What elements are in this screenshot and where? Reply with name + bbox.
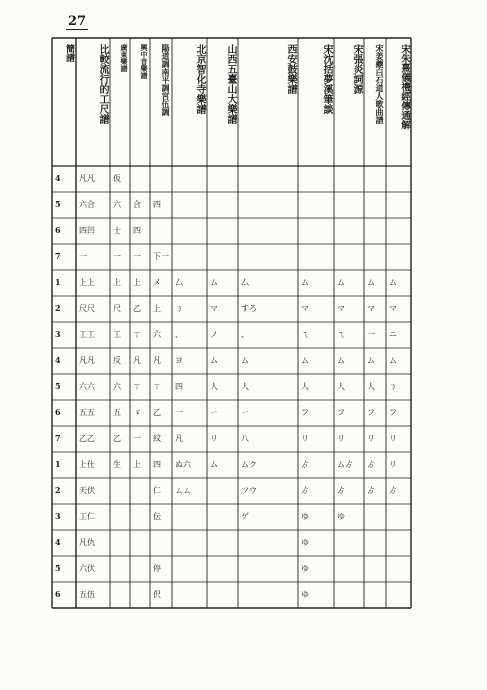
table-cell: 上 <box>153 304 161 313</box>
table-cell: ゟ <box>389 486 397 495</box>
table-cell: ゆ <box>301 590 309 599</box>
table-cell: 工工 <box>79 330 95 339</box>
column-header: 宋朱熹儀禮經傳通解 <box>399 44 410 130</box>
row-number-cell: 1 <box>55 277 61 287</box>
table-cell: 尺 <box>113 304 121 313</box>
table-cell: ムゟ <box>337 460 353 469</box>
table-cell: 四凹 <box>79 226 95 235</box>
table-cell: リ <box>367 434 375 443</box>
table-cell: 上上 <box>79 278 95 287</box>
table-cell: ㄒ <box>133 330 141 339</box>
table-cell: 乙 <box>113 434 121 443</box>
table-cell: メ <box>153 278 161 287</box>
table-cell: 下一 <box>153 252 169 261</box>
column-header: 比較流行的工尺譜 <box>97 44 108 124</box>
row-number-cell: 3 <box>55 329 61 339</box>
table-cell: ゆ <box>301 512 309 521</box>
table-cell: 五五 <box>79 408 95 417</box>
row-number-cell: 2 <box>55 303 61 313</box>
table-cell: すろ <box>241 304 257 313</box>
table-cell: 厶 <box>241 278 249 287</box>
table-cell: 四 <box>153 200 161 209</box>
row-number-cell: 7 <box>55 433 61 443</box>
table-cell: ゟ <box>367 460 375 469</box>
table-cell: 上仕 <box>79 460 95 469</box>
table-cell: 仮 <box>113 174 121 183</box>
table-cell: 工仁 <box>79 512 95 521</box>
table-cell: ゟ <box>337 486 345 495</box>
row-number-cell: 7 <box>55 251 61 261</box>
table-cell: ム <box>389 356 397 365</box>
page-number: 27 <box>68 14 87 29</box>
column-header: 宋張炎詞源 <box>351 44 362 94</box>
row-number-cell: 3 <box>55 511 61 521</box>
table-cell: ツウ <box>241 486 257 495</box>
table-cell: 一 <box>133 252 141 261</box>
table-cell: 仁 <box>153 486 161 495</box>
table-cell: 上 <box>133 278 141 287</box>
table-cell: 六六 <box>79 382 95 391</box>
table-cell: 凡 <box>153 356 161 365</box>
table-cell: フ <box>301 408 309 417</box>
table-cell: ム <box>210 356 218 365</box>
table-cell: 、 <box>175 330 183 339</box>
table-cell: ム <box>337 356 345 365</box>
table-cell: マ <box>367 304 375 313</box>
table-cell: ム <box>367 278 375 287</box>
table-cell: 六伏 <box>79 564 95 573</box>
table-cell: マ <box>301 304 309 313</box>
table-cell: ㄋ <box>389 382 397 391</box>
table-cell: 凡仇 <box>79 538 95 547</box>
row-number-cell: 5 <box>55 199 61 209</box>
table-cell: フ <box>367 408 375 417</box>
table-cell: ム <box>301 278 309 287</box>
table-cell: 一 <box>133 434 141 443</box>
table-cell: ム <box>210 278 218 287</box>
table-cell: 凡凡 <box>79 174 95 183</box>
table-cell: 工 <box>113 330 121 339</box>
table-cell: 四 <box>133 226 141 235</box>
table-cell: 五 <box>113 408 121 417</box>
table-cell: 合 <box>133 200 141 209</box>
table-cell: リ <box>389 434 397 443</box>
table-cell: 六 <box>113 200 121 209</box>
table-cell: 伬 <box>153 590 161 599</box>
table-cell: 士 <box>113 226 121 235</box>
row-number-cell: 4 <box>55 355 61 365</box>
column-header: 廣東樂譜 <box>120 44 129 72</box>
table-cell: リ <box>389 460 397 469</box>
table-cell: 六 <box>113 382 121 391</box>
table-cell: 四 <box>175 382 183 391</box>
table-cell: 四 <box>153 460 161 469</box>
table-cell: ㄟ <box>301 330 309 339</box>
row-number-cell: 1 <box>55 459 61 469</box>
table-cell: 一 <box>367 330 375 339</box>
table-cell: ゞ <box>133 408 141 417</box>
table-cell: ㄟ <box>337 330 345 339</box>
table-cell: ノ <box>210 330 218 339</box>
table-cell: 凡 <box>175 434 183 443</box>
table-cell: 凡 <box>133 356 141 365</box>
table-cell: 人 <box>210 382 218 391</box>
table-cell: 尺尺 <box>79 304 95 313</box>
column-header: 山西五臺山大樂譜 <box>225 44 236 124</box>
row-number-cell: 4 <box>55 537 61 547</box>
column-header: 宋姜夔白石道人歌曲譜 <box>375 44 385 124</box>
table-cell: 六合 <box>79 200 95 209</box>
table-cell: ム <box>210 460 218 469</box>
table-cell: ㄙㄙ <box>175 486 191 495</box>
table-cell: ㄒ <box>133 382 141 391</box>
table-cell: ム <box>337 278 345 287</box>
table-cell: フ <box>389 408 397 417</box>
column-header: 宋沈括夢溪筆談 <box>321 44 332 114</box>
table-cell: リ <box>337 434 345 443</box>
column-header: 北京智化寺樂譜 <box>194 44 205 114</box>
row-number-cell: 2 <box>55 485 61 495</box>
table-cell: 凡凡 <box>79 356 95 365</box>
table-cell: ゟ <box>301 460 309 469</box>
table-cell: マ <box>337 304 345 313</box>
table-cell: 生 <box>113 460 121 469</box>
table-cell: 八 <box>241 434 249 443</box>
table-cell: 乙 <box>133 304 141 313</box>
table-cell: ニ <box>389 330 397 339</box>
table-cell: リ <box>210 434 218 443</box>
table-cell: ゆ <box>337 512 345 521</box>
column-header: 簡譜 <box>64 44 74 62</box>
table-cell: 一 <box>175 408 183 417</box>
table-cell: 乙乙 <box>79 434 95 443</box>
table-cell: 人 <box>241 382 249 391</box>
table-cell: 一 <box>113 252 121 261</box>
table-cell: 上 <box>133 460 141 469</box>
table-cell: 紋 <box>153 434 161 443</box>
table-cell: ゆ <box>301 564 309 573</box>
table-cell: 停 <box>153 564 161 573</box>
table-cell: ゆ <box>301 538 309 547</box>
table-cell: フ <box>337 408 345 417</box>
row-number-cell: 5 <box>55 563 61 573</box>
table-cell: ㄧ <box>241 408 249 417</box>
table-cell: 伝 <box>153 512 161 521</box>
table-cell: 天伏 <box>79 486 95 495</box>
row-number-cell: 4 <box>55 173 61 183</box>
table-cell: ゲ <box>241 512 249 521</box>
column-header: 陽道調南平調宮伍調 <box>161 44 171 116</box>
table-cell: マ <box>389 304 397 313</box>
column-header: 興中音樂譜 <box>140 44 149 79</box>
table-cell: ㄧ <box>210 408 218 417</box>
table-cell: 六 <box>153 330 161 339</box>
row-number-cell: 5 <box>55 381 61 391</box>
table-cell: ム <box>367 356 375 365</box>
table-cell: 人 <box>367 382 375 391</box>
table-cell: ぬ六 <box>175 460 191 469</box>
table-cell: ム <box>301 356 309 365</box>
table-cell: ㄋ <box>175 304 183 313</box>
table-cell: 一 <box>79 252 87 261</box>
table-cell: 、 <box>241 330 249 339</box>
row-number-cell: 6 <box>55 225 61 235</box>
table-cell: 五伍 <box>79 590 95 599</box>
table-cell: 人 <box>337 382 345 391</box>
table-cell: 厶 <box>175 278 183 287</box>
column-header: 西安鼓樂譜 <box>285 44 296 94</box>
table-cell: ゟ <box>301 486 309 495</box>
table-cell: マ <box>210 304 218 313</box>
row-number-cell: 6 <box>55 407 61 417</box>
table-cell: 上 <box>113 278 121 287</box>
row-number-cell: 6 <box>55 589 61 599</box>
table-cell: ムク <box>241 460 257 469</box>
table-cell: 反 <box>113 356 121 365</box>
table-cell: ゟ <box>367 486 375 495</box>
table-cell: 人 <box>301 382 309 391</box>
table-cell: 乙 <box>153 408 161 417</box>
table-cell: ム <box>389 278 397 287</box>
table-cell: ㄒ <box>153 382 161 391</box>
table-cell: リ <box>301 434 309 443</box>
table-cell: ヨ <box>175 356 183 365</box>
table-cell: ム <box>241 356 249 365</box>
